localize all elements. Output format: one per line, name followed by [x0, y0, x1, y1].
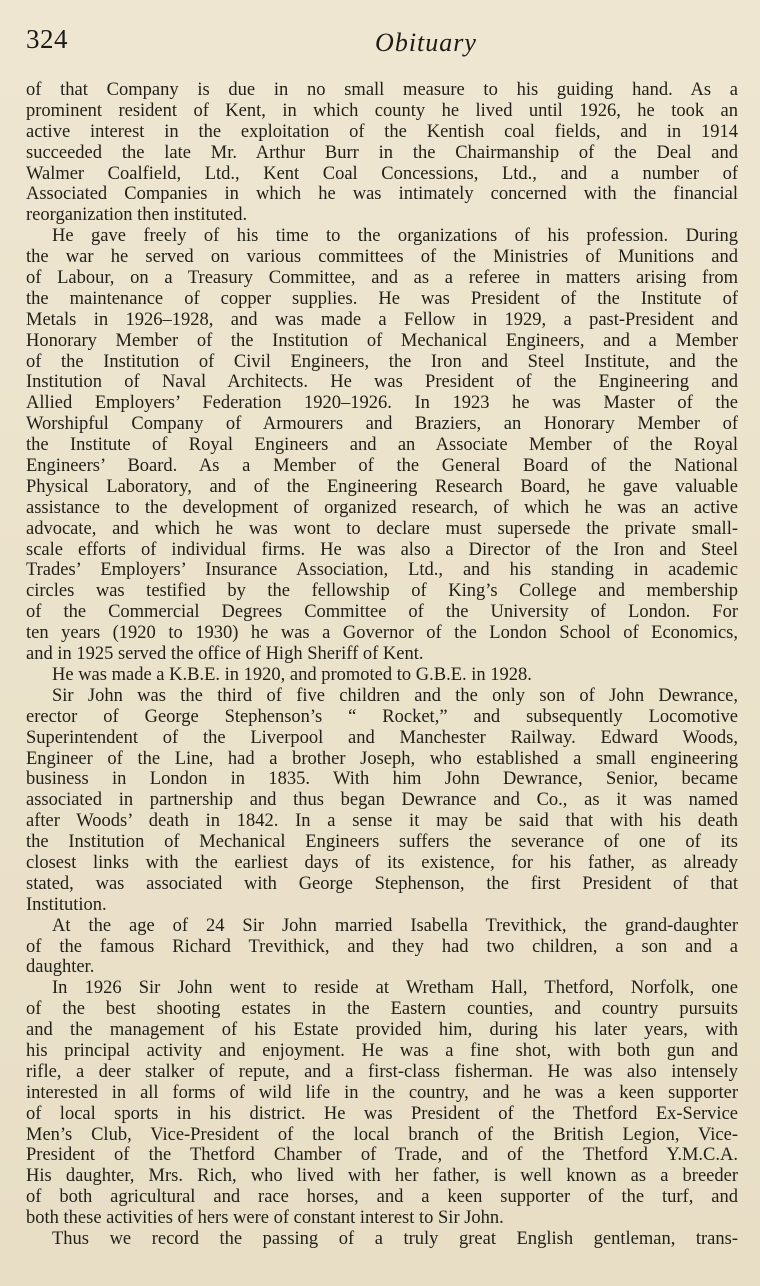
running-head: Obituary	[375, 28, 477, 57]
text-line: of the famous Richard Trevithick, and they had two children, a son and a	[26, 936, 738, 957]
text-line: assistance to the development of organized research, of which he was an active	[26, 497, 738, 518]
text-line: associated in partnership and thus began Dewrance and Co., as it was named	[26, 790, 738, 811]
text-line: scale efforts of individual firms. He was also a Director of the Iron and Steel	[26, 539, 738, 560]
text-line: of the Institution of Civil Engineers, the Iron and Steel Institute, and the	[26, 351, 738, 372]
text-line: Walmer Coalfield, Ltd., Kent Coal Concessions, Ltd., and a number of	[26, 163, 738, 184]
text-line: Physical Laboratory, and of the Engineering Research Board, he gave valuable	[26, 476, 738, 497]
text-line: of both agricultural and race horses, and a keen supporter of the turf, and	[26, 1187, 738, 1208]
text-line: of that Company is due in no small measure to his guiding hand. As a	[26, 80, 738, 100]
text-line: In 1926 Sir John went to reside at Wretham Hall, Thetford, Norfolk, one	[52, 978, 738, 999]
text-line: active interest in the exploitation of the Kentish coal fields, and in 1914	[26, 121, 738, 142]
text-line: business in London in 1835. With him John Dewrance, Senior, became	[26, 769, 738, 790]
page-number: 324	[26, 24, 68, 54]
text-line: the maintenance of copper supplies. He was President of the Institute of	[26, 288, 738, 309]
text-line: Allied Employers’ Federation 1920–1926. In 1923 he was Master of the	[26, 393, 738, 414]
text-line: after Woods’ death in 1842. In a sense it may be said that with his death	[26, 811, 738, 832]
obituary-text	[26, 80, 738, 1250]
text-line: the Institution of Mechanical Engineers suffers the severance of one of its	[26, 832, 738, 853]
text-line: Engineer of the Line, had a brother Joseph, who established a small engineering	[26, 748, 738, 769]
text-line: Associated Companies in which he was intimately concerned with the financial	[26, 184, 738, 205]
text-line: At the age of 24 Sir John married Isabella Trevithick, the grand-daughter	[52, 915, 738, 936]
text-line: daughter.	[26, 957, 95, 978]
text-line: and in 1925 served the office of High Sheriff of Kent.	[26, 644, 424, 665]
text-line: Thus we record the passing of a truly great English gentleman, trans-	[52, 1228, 738, 1249]
text-line: Institution.	[26, 894, 107, 915]
text-line: closest links with the earliest days of its existence, for his father, as already	[26, 852, 738, 873]
text-line: Metals in 1926–1928, and was made a Fellow in 1929, a past-President and	[26, 309, 738, 330]
text-line: Engineers’ Board. As a Member of the General Board of the National	[26, 456, 738, 477]
text-line: of local sports in his district. He was President of the Thetford Ex-Service	[26, 1103, 738, 1124]
text-line: He gave freely of his time to the organizations of his profession. During	[52, 226, 738, 247]
text-line: He was made a K.B.E. in 1920, and promoted to G.B.E. in 1928.	[52, 664, 532, 685]
text-line: His daughter, Mrs. Rich, who lived with her father, is well known as a breeder	[26, 1166, 738, 1187]
text-line: his principal activity and enjoyment. He was a fine shot, with both gun and	[26, 1040, 738, 1061]
text-line: Honorary Member of the Institution of Mechanical Engineers, and a Member	[26, 330, 738, 351]
text-line: Men’s Club, Vice-President of the local branch of the British Legion, Vice-	[26, 1124, 738, 1145]
text-line: Trades’ Employers’ Insurance Association, Ltd., and his standing in academic	[26, 560, 738, 581]
text-line: advocate, and which he was wont to declare must supersede the private small-	[26, 518, 738, 539]
text-line: rifle, a deer stalker of repute, and a first-class fisherman. He was also intensely	[26, 1061, 738, 1082]
text-line: of Labour, on a Treasury Committee, and as a referee in matters arising from	[26, 268, 738, 289]
text-line: interested in all forms of wild life in the country, and he was a keen supporter	[26, 1082, 738, 1103]
text-line: both these activities of hers were of constant interest to Sir John.	[26, 1208, 504, 1229]
text-line: of the Commercial Degrees Committee of the University of London. For	[26, 602, 738, 623]
text-line: Sir John was the third of five children and the only son of John Dewrance,	[52, 685, 738, 706]
text-line: stated, was associated with George Stephenson, the first President of that	[26, 873, 738, 894]
text-line: the Institute of Royal Engineers and an Associate Member of the Royal	[26, 435, 738, 456]
page-header	[26, 20, 738, 60]
text-line: prominent resident of Kent, in which county he lived until 1926, he took an	[26, 100, 738, 121]
text-line: President of the Thetford Chamber of Trade, and of the Thetford Y.M.C.A.	[26, 1145, 738, 1166]
text-line: Worshipful Company of Armourers and Braziers, an Honorary Member of	[26, 414, 738, 435]
text-line: reorganization then instituted.	[26, 205, 248, 226]
text-line: the war he served on various committees of the Ministries of Munitions and	[26, 247, 738, 268]
text-line: Institution of Naval Architects. He was President of the Engineering and	[26, 372, 738, 393]
text-line: ten years (1920 to 1930) he was a Governor of the London School of Economics,	[26, 623, 738, 644]
text-line: Superintendent of the Liverpool and Manchester Railway. Edward Woods,	[26, 727, 738, 748]
text-line: and the management of his Estate provided him, during his later years, with	[26, 1020, 738, 1041]
text-line: erector of George Stephenson’s “ Rocket,” and subsequently Locomotive	[26, 706, 738, 727]
text-line: circles was testified by the fellowship of King’s College and membership	[26, 581, 738, 602]
text-line: of the best shooting estates in the Eastern counties, and country pursuits	[26, 999, 738, 1020]
text-line: succeeded the late Mr. Arthur Burr in the Chairmanship of the Deal and	[26, 142, 738, 163]
